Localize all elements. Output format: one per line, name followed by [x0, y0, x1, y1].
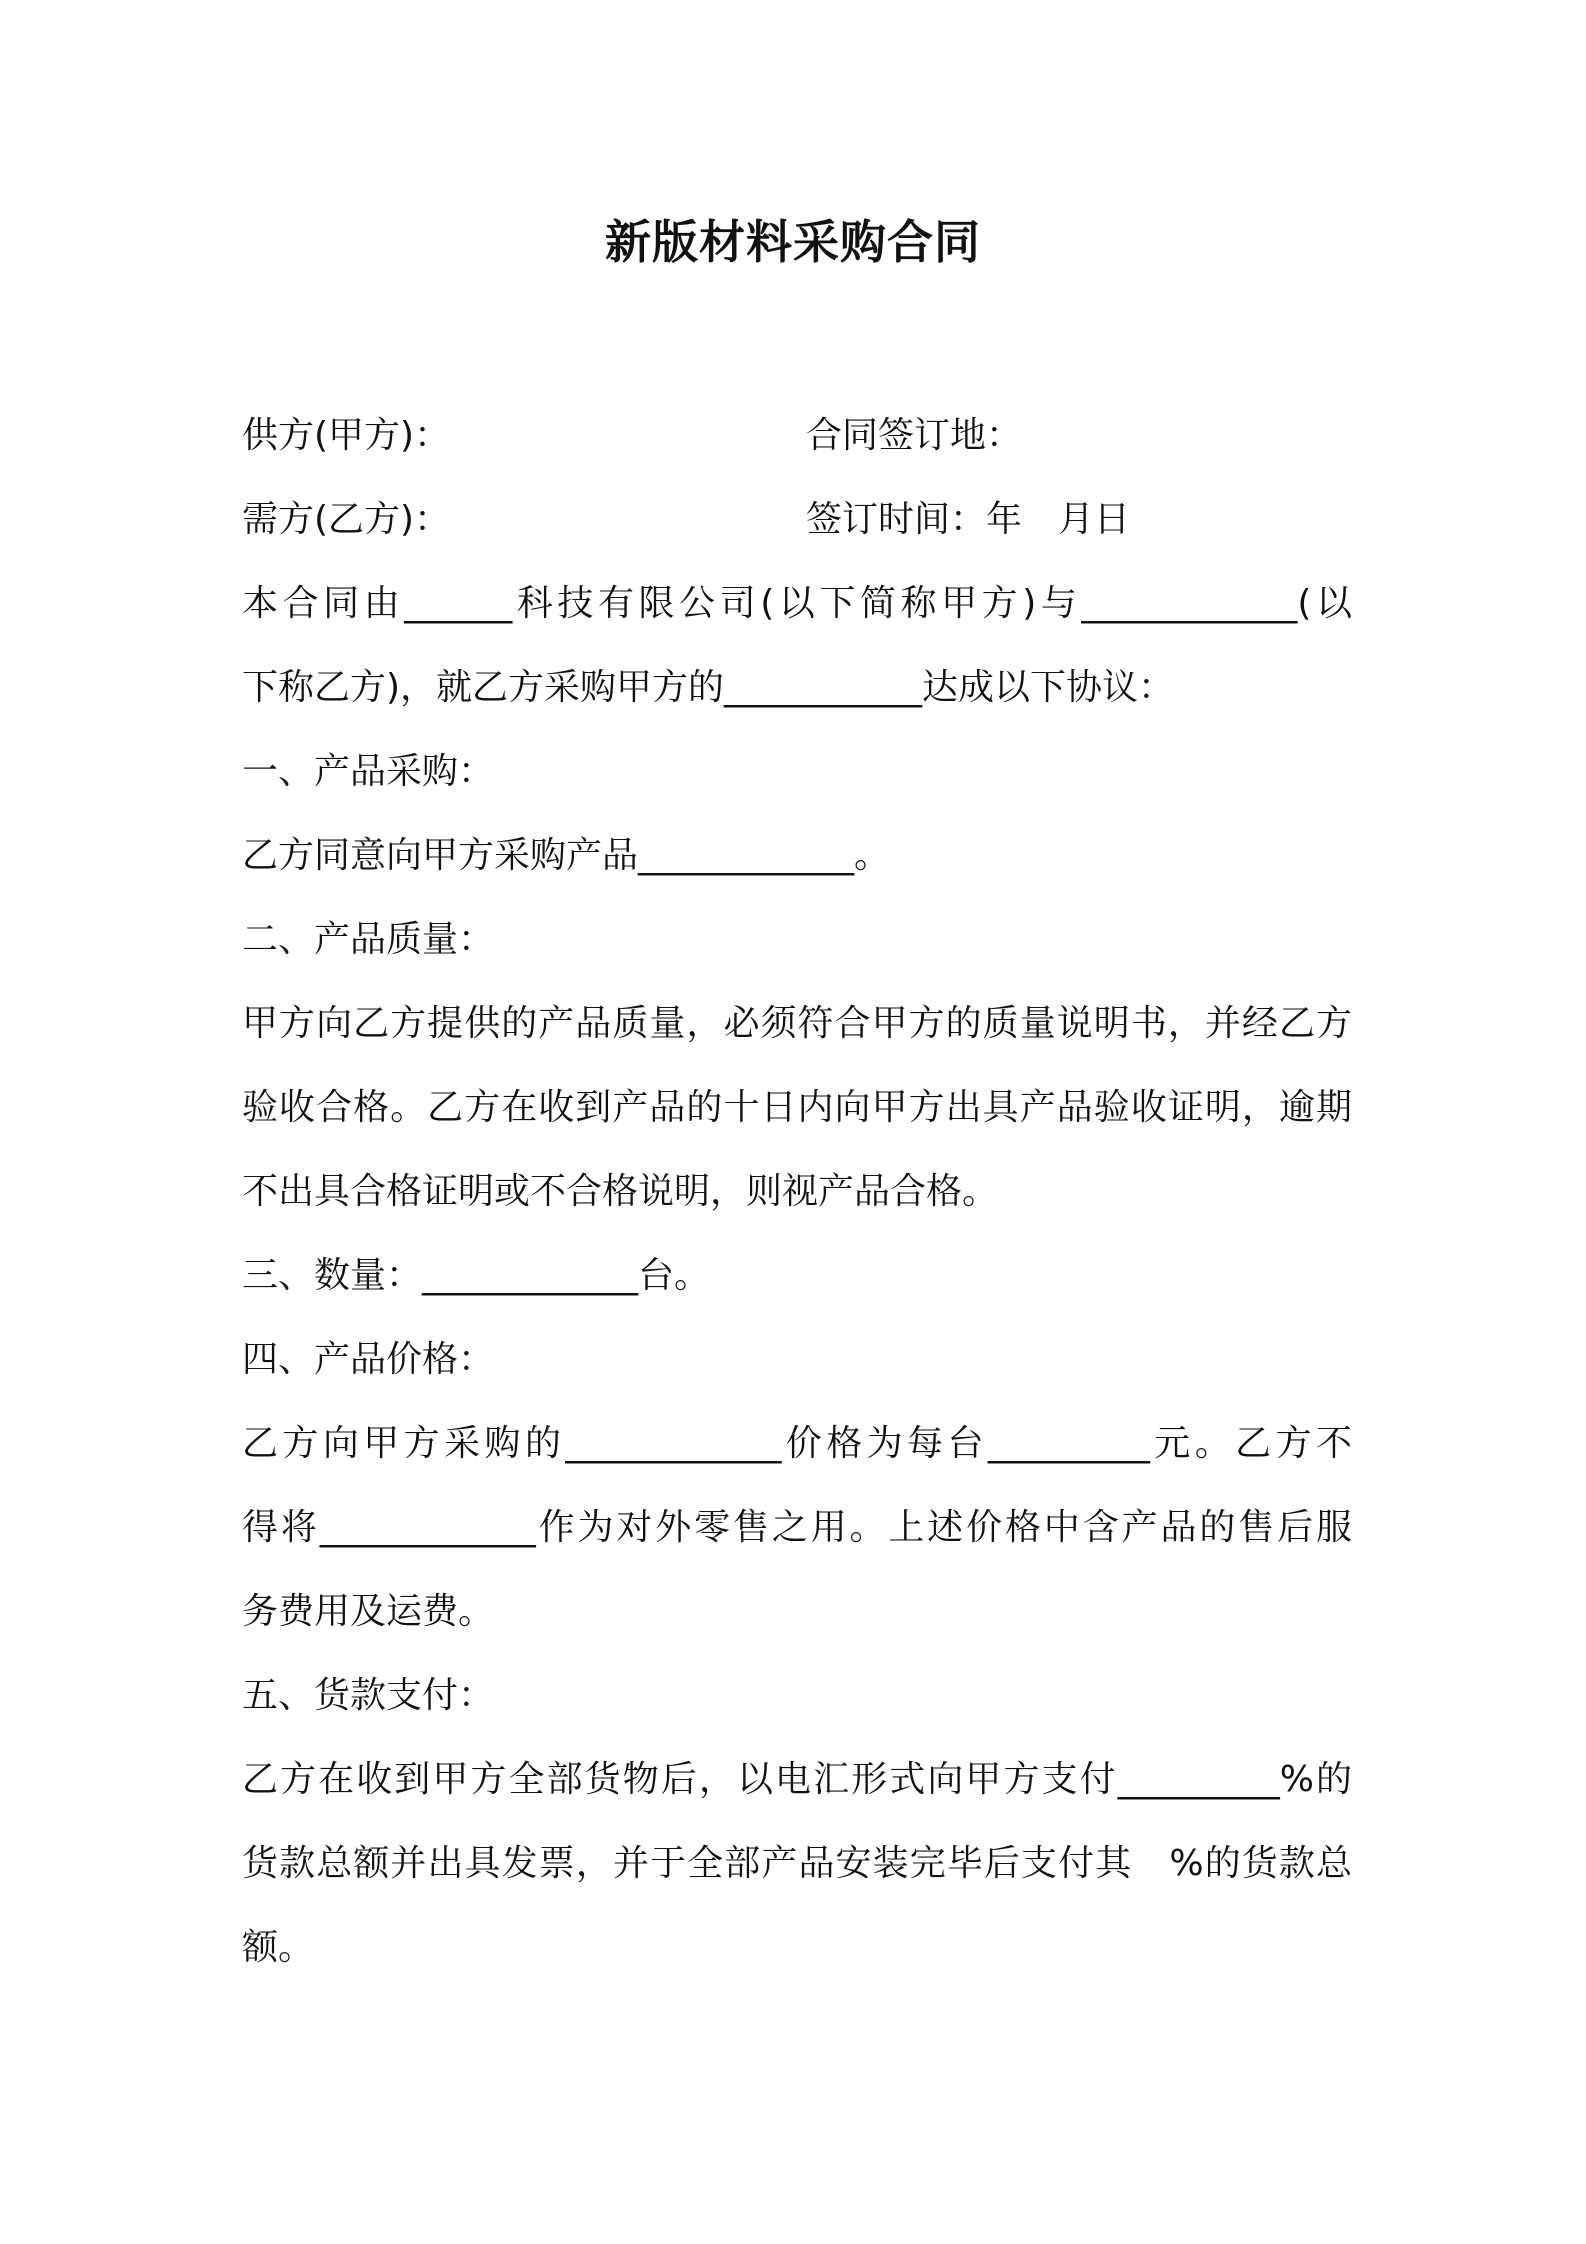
product-purchase-text: 乙方同意向甲方采购产品____________。 [242, 835, 891, 876]
price-text-line-1: 乙方向甲方采购的____________价格为每台_________元。乙方不 [242, 1423, 1352, 1464]
price-text-line-2: 得将____________作为对外零售之用。上述价格中含产品的售后服 [242, 1507, 1352, 1548]
section-heading-payment: 五、货款支付： [242, 1675, 495, 1716]
payment-text-line-3: 额。 [242, 1927, 315, 1968]
quality-text-line-1: 甲方向乙方提供的产品质量，必须符合甲方的质量说明书，并经乙方 [242, 1003, 1352, 1044]
section-heading-product-purchase: 一、产品采购： [242, 751, 495, 792]
section-quantity: 三、数量：____________台。 [242, 1255, 711, 1296]
document-title: 新版材料采购合同 [605, 215, 981, 269]
quality-text-line-2: 验收合格。乙方在收到产品的十日内向甲方出具产品验收证明，逾期 [242, 1087, 1352, 1128]
payment-text-line-1: 乙方在收到甲方全部货物后，以电汇形式向甲方支付_________%的 [242, 1759, 1352, 1800]
price-text-line-3: 务费用及运费。 [242, 1591, 495, 1632]
quality-text-line-3: 不出具合格证明或不合格说明，则视产品合格。 [242, 1171, 999, 1212]
signing-date-label: 签订时间：年 月日 [806, 499, 1131, 540]
section-heading-product-quality: 二、产品质量： [242, 919, 495, 960]
intro-line-2: 下称乙方)，就乙方采购甲方的___________达成以下协议： [242, 667, 1175, 708]
supplier-label: 供方(甲方)： [242, 415, 451, 456]
intro-line-1: 本合同由______科技有限公司(以下简称甲方)与____________(以 [242, 583, 1352, 624]
signing-place-label: 合同签订地： [806, 415, 1023, 456]
payment-text-line-2: 货款总额并出具发票，并于全部产品安装完毕后支付其 %的货款总 [242, 1843, 1352, 1884]
buyer-label: 需方(乙方)： [242, 499, 451, 540]
section-heading-product-price: 四、产品价格： [242, 1339, 495, 1380]
